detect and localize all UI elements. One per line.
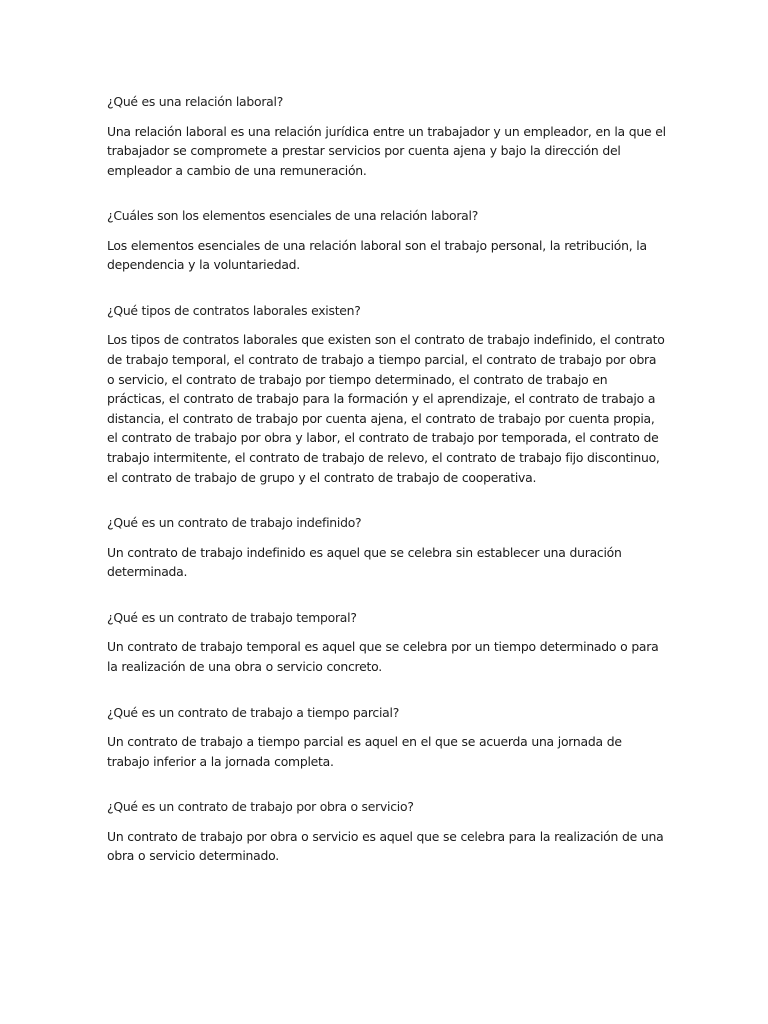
question: ¿Qué es un contrato de trabajo por obra o servicio? bbox=[107, 799, 414, 815]
question: ¿Qué es una relación laboral? bbox=[107, 94, 284, 109]
qa-item bbox=[107, 206, 667, 275]
document-page bbox=[107, 92, 667, 892]
question: ¿Cuáles son los elementos esenciales de una relación laboral? bbox=[107, 208, 479, 224]
question: ¿Qué es un contrato de trabajo temporal? bbox=[107, 609, 357, 625]
answer: Un contrato de trabajo a tiempo parcial es aquel en el que se acuerda una jornada de trabajo inferior a la jornada completa. bbox=[107, 734, 622, 769]
answer: Los tipos de contratos laborales que existen son el contrato de trabajo indefinido, el contrato de trabajo temporal, el contrato de trabajo a tiempo parcial, el contrato de trabajo por obra o servicio, el contrato de trabajo por tiempo determinado, el contrato de trabajo en prácticas, el contrato de trabajo para la formación y el aprendizaje, el contrato de trabajo a distancia, el contrato de trabajo por cuenta ajena, el contrato de trabajo por cuenta propia, el contrato de trabajo por obra y labor, el contrato de trabajo por temporada, el contrato de trabajo intermitente, el contrato de trabajo de relevo, el contrato de trabajo fijo discontinuo, el contrato de trabajo de grupo y el contrato de trabajo de cooperativa. bbox=[107, 332, 665, 485]
qa-item bbox=[107, 301, 667, 487]
qa-item bbox=[107, 797, 667, 866]
question: ¿Qué es un contrato de trabajo indefinido? bbox=[107, 515, 362, 531]
question: ¿Qué es un contrato de trabajo a tiempo parcial? bbox=[107, 704, 400, 720]
qa-item bbox=[107, 92, 667, 180]
qa-item bbox=[107, 608, 667, 677]
answer: Una relación laboral es una relación jurídica entre un trabajador y un empleador, en la que el trabajador se compromete a prestar servicios por cuenta ajena y bajo la dirección del empleador a cambio de una remuneración. bbox=[107, 123, 666, 178]
question: ¿Qué tipos de contratos laborales existen? bbox=[107, 302, 361, 318]
qa-item bbox=[107, 513, 667, 582]
answer: Los elementos esenciales de una relación laboral son el trabajo personal, la retribución, la dependencia y la voluntariedad. bbox=[107, 237, 647, 273]
answer: Un contrato de trabajo temporal es aquel que se celebra por un tiempo determinado o para la realización de una obra o servicio concreto. bbox=[107, 639, 659, 674]
qa-item bbox=[107, 703, 667, 772]
answer: Un contrato de trabajo por obra o servicio es aquel que se celebra para la realización de una obra o servicio determinado. bbox=[107, 828, 664, 864]
answer: Un contrato de trabajo indefinido es aquel que se celebra sin establecer una duración determinada. bbox=[107, 544, 622, 580]
